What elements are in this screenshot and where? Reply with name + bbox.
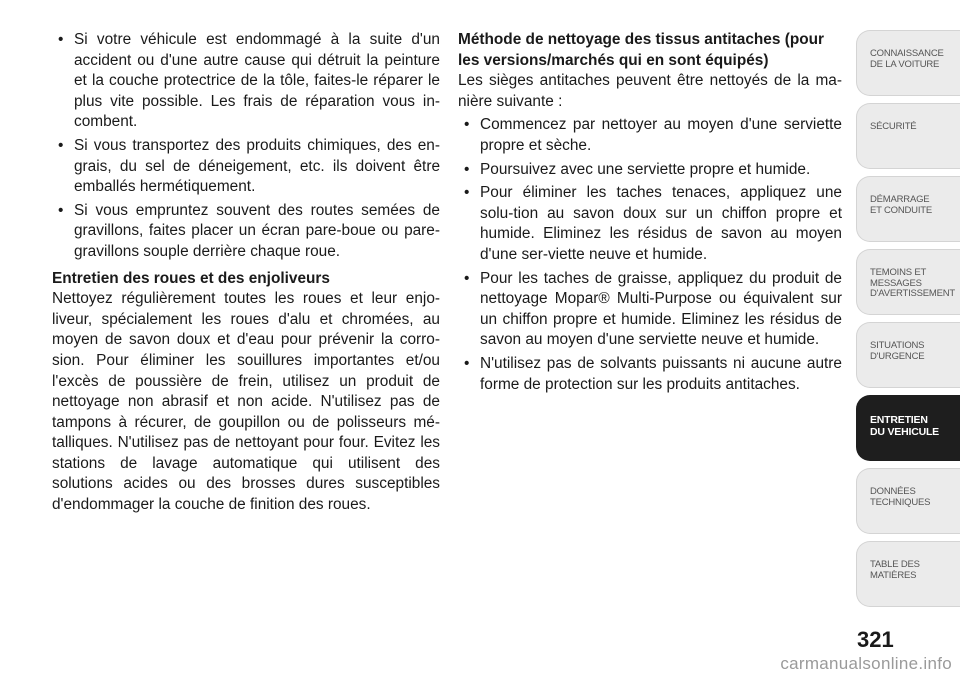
tab-entretien[interactable] [856,395,960,461]
left-bullet-list [52,30,440,263]
list-item: • Commencez par nettoyer au moyen d'une serviette propre et sèche. [458,115,842,156]
watermark: carmanualsonline.info [780,654,952,673]
page-number: 321 [857,627,894,652]
section-title-wheels: Entretien des roues et des enjoliveurs [52,269,330,287]
tab-donnees[interactable] [856,468,960,534]
tab-label: ENTRETIEN DU VEHICULE [870,414,939,438]
tab-table-matieres[interactable] [856,541,960,607]
section-intro-fabrics: Les sièges antitaches peuvent être nettoyés de la ma-nière suivante : [458,72,842,110]
list-item: • Si vous empruntez souvent des routes semées de gravillons, faites placer un écran pare-boue ou pare-gravillons souple derrière chaque roue. [52,201,440,263]
tab-label: TABLE DES MATIÈRES [870,559,920,581]
list-item: • Si vous transportez des produits chimiques, des en-grais, du sel de déneigement, etc. ils doivent être emballés hermétiquement. [52,136,440,198]
tab-label: SÉCURITÉ [870,121,917,132]
section-text-wheels: Nettoyez régulièrement toutes les roues et leur enjo-liveur, spécialement les roues d'alu et chromées, au moyen de savon doux et d'eau pour prévenir la corro-sion. Pour éliminer les souillures importantes et/ou l'excès de poussière de frein, utilisez un produit de nettoyage non abrasif et non acide. N'utilisez pas de tampons à récurer, de goupillon ou de polisseurs mé-talliques. N'utilisez pas de nettoyant pour four. Evitez les stations de lavage automatique qui utilisent des solutions acides ou des brosses dures susceptibles d'endommager la couche de finition des roues. [52,290,440,514]
tab-securite[interactable] [856,103,960,169]
list-item: • N'utilisez pas de solvants puissants ni aucune autre forme de protection sur les produits antitaches. [458,354,842,395]
list-item: • Pour éliminer les taches tenaces, appliquez une solu-tion au savon doux sur un chiffon propre et humide. Eliminez les résidus de savon au moyen d'une ser-viette neuve et humide. [458,183,842,265]
tab-connaissance[interactable] [856,30,960,96]
right-column [458,30,842,398]
list-item: • Si votre véhicule est endommagé à la suite d'un accident ou d'une autre cause qui détruit la peinture et la couche protectrice de la tôle, faites-le réparer le plus vite possible. Les frais de réparation vous in-combent. [52,30,440,133]
left-column [52,30,440,516]
tab-label: DÉMARRAGE ET CONDUITE [870,194,933,216]
list-item: • Poursuivez avec une serviette propre et humide. [458,160,842,181]
section-title-fabrics: Méthode de nettoyage des tissus antitaches (pour les versions/marchés qui en sont équipés) [458,31,825,69]
right-bullet-list [458,115,842,395]
tab-demarrage[interactable] [856,176,960,242]
tab-temoins[interactable] [856,249,960,315]
tab-label: SITUATIONS D'URGENCE [870,340,925,362]
tab-situations[interactable] [856,322,960,388]
chapter-tabs [856,30,960,614]
list-item: • Pour les taches de graisse, appliquez du produit de nettoyage Mopar® Multi-Purpose ou équivalent sur un chiffon propre et humide. Eliminez les résidus de savon au moyen d'une serviette neuve et humide. [458,269,842,351]
tab-label: TEMOINS ET MESSAGES D'AVERTISSEMENT [870,267,956,299]
tab-label: DONNÉES TECHNIQUES [870,486,931,508]
tab-label: CONNAISSANCE DE LA VOITURE [870,48,944,70]
